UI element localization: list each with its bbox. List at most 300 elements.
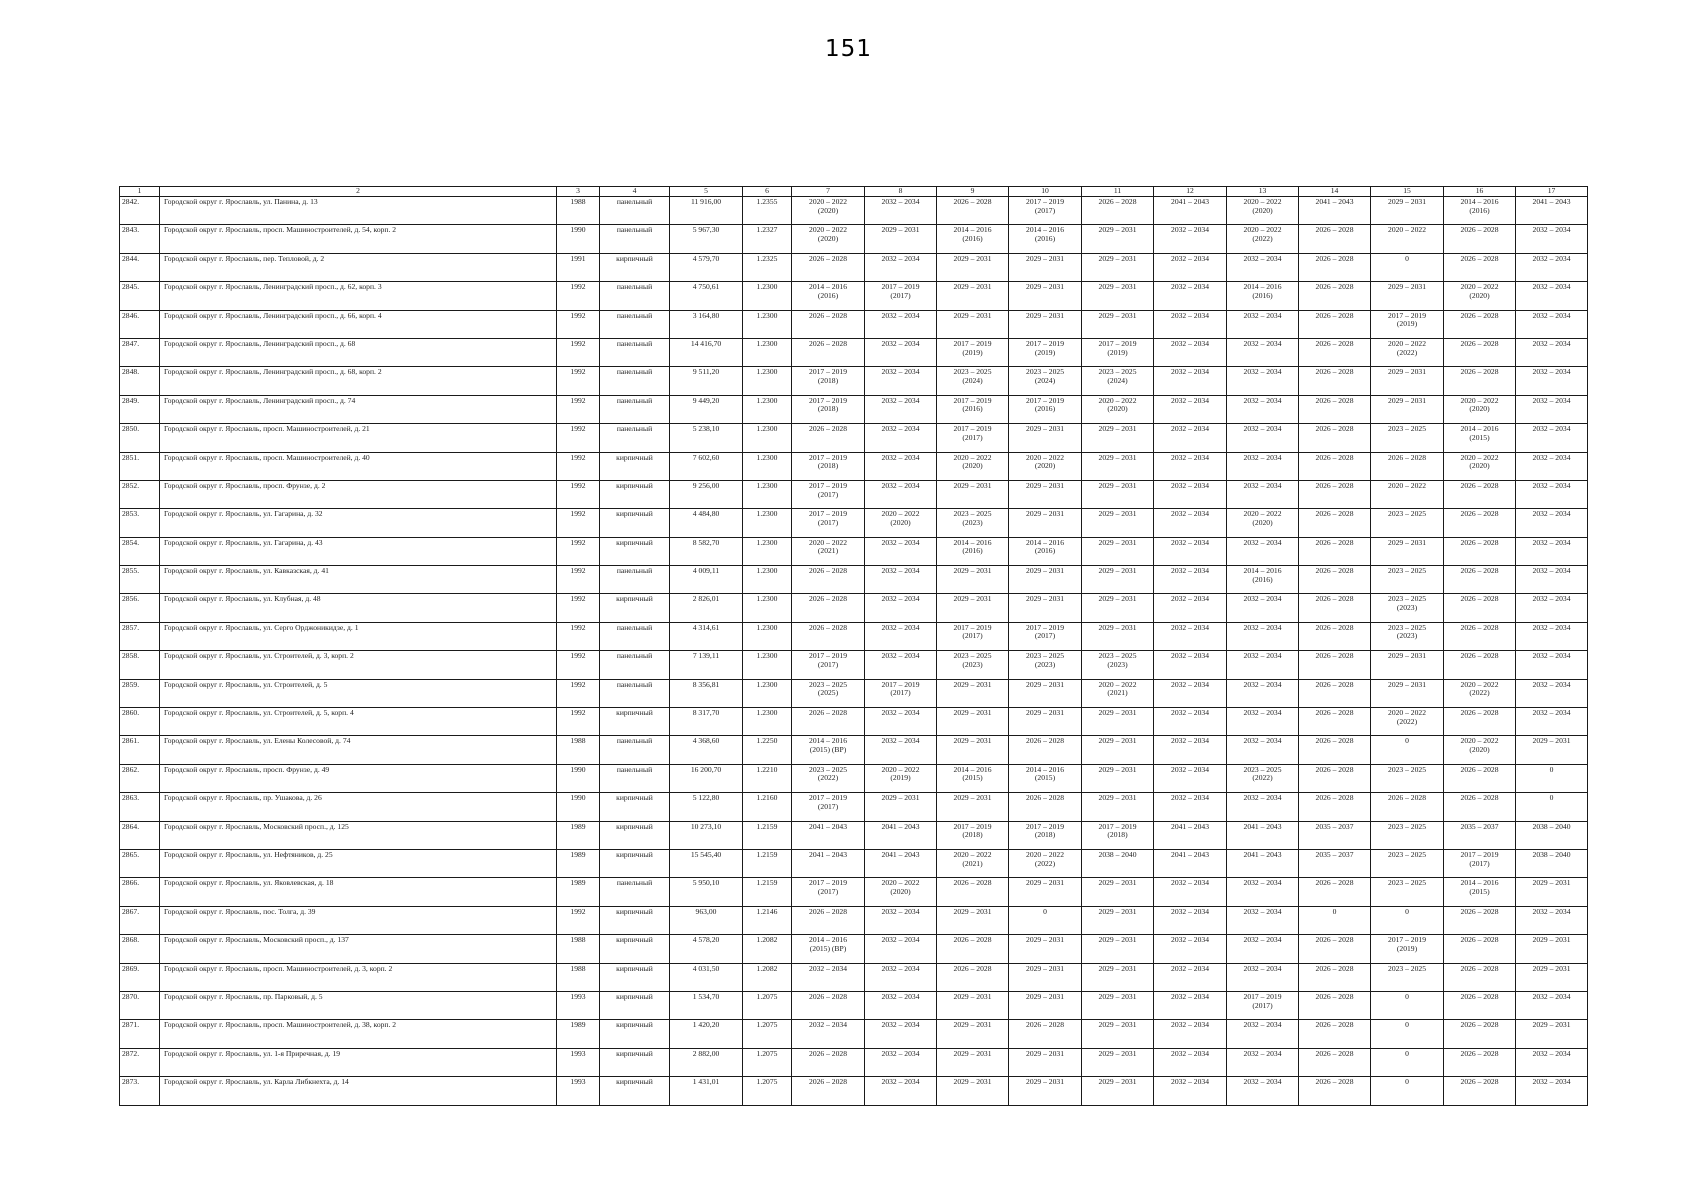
coefficient-cell: 1.2159 [743, 849, 792, 877]
table-body [120, 197, 1588, 1106]
year-cell: 1993 [557, 991, 600, 1019]
column-header: 6 [743, 187, 792, 197]
period-cell: 2026 – 2028 [1299, 1020, 1371, 1048]
wall-material-cell: панельный [600, 197, 670, 225]
period-cell: 2032 – 2034 [865, 1020, 937, 1048]
period-range: 2014 – 2016 [809, 736, 847, 746]
coefficient-cell: 1.2300 [743, 622, 792, 650]
period-cell: 2038 – 2040 [1082, 849, 1154, 877]
period-cell: 2029 – 2031 [937, 708, 1009, 736]
period-cell: 2032 – 2034 [1154, 793, 1227, 821]
address-cell: Городской округ г. Ярославль, ул. Панина, д. 13 [160, 197, 557, 225]
wall-material-cell: кирпичный [600, 1020, 670, 1048]
period-cell: 2026 – 2028 [1444, 509, 1516, 537]
period-cell: 2032 – 2034 [865, 1077, 937, 1105]
period-cell [937, 509, 1009, 537]
wall-material-cell: кирпичный [600, 480, 670, 508]
row-number-cell: 2849. [120, 395, 160, 423]
period-range: 2017 – 2019 [1388, 935, 1426, 945]
period-range: 2014 – 2016 [953, 537, 992, 547]
area-cell: 9 449,20 [670, 395, 743, 423]
period-cell: 2026 – 2028 [792, 338, 865, 366]
period-range: 2017 – 2019 [1388, 310, 1426, 320]
address-cell: Городской округ г. Ярославль, ул. Карла Либкнехта, д. 14 [160, 1077, 557, 1105]
period-cell: 2032 – 2034 [1227, 253, 1299, 281]
year-cell: 1988 [557, 736, 600, 764]
period-actual-year: (2023) [1396, 603, 1418, 613]
wall-material-cell: кирпичный [600, 1077, 670, 1105]
period-cell: 2026 – 2028 [1444, 622, 1516, 650]
table-row [120, 1048, 1588, 1076]
wall-material-cell: кирпичный [600, 452, 670, 480]
period-cell: 2032 – 2034 [1154, 253, 1227, 281]
table-row [120, 537, 1588, 565]
period-cell: 2029 – 2031 [1516, 878, 1588, 906]
wall-material-cell: кирпичный [600, 253, 670, 281]
year-cell: 1992 [557, 282, 600, 310]
period-cell: 2026 – 2028 [1444, 793, 1516, 821]
period-cell [792, 764, 865, 792]
coefficient-cell: 1.2300 [743, 338, 792, 366]
row-number-cell: 2873. [120, 1077, 160, 1105]
year-cell: 1992 [557, 338, 600, 366]
wall-material-cell: кирпичный [600, 594, 670, 622]
period-range: 2017 – 2019 [953, 338, 992, 348]
period-range: 2014 – 2016 [953, 225, 992, 235]
period-cell: 2026 – 2028 [1299, 963, 1371, 991]
period-cell: 2029 – 2031 [865, 793, 937, 821]
period-cell: 2026 – 2028 [1299, 622, 1371, 650]
period-cell: 2029 – 2031 [1009, 253, 1082, 281]
period-cell: 2032 – 2034 [1154, 537, 1227, 565]
period-actual-year: (2015) (ВР) [809, 745, 847, 755]
period-cell: 2029 – 2031 [1082, 736, 1154, 764]
coefficient-cell: 1.2300 [743, 424, 792, 452]
period-actual-year: (2016) [817, 290, 839, 300]
period-range: 2020 – 2022 [1243, 225, 1282, 235]
period-cell: 2041 – 2043 [1154, 821, 1227, 849]
area-cell: 8 582,70 [670, 537, 743, 565]
period-actual-year: (2023) [1034, 659, 1056, 669]
area-cell: 4 031,50 [670, 963, 743, 991]
period-cell: 2029 – 2031 [1371, 282, 1444, 310]
period-actual-year: (2021) [962, 858, 983, 868]
table-row [120, 991, 1588, 1019]
area-cell: 5 238,10 [670, 424, 743, 452]
column-header: 12 [1154, 187, 1227, 197]
period-cell: 2023 – 2025 [1371, 509, 1444, 537]
period-cell: 2032 – 2034 [865, 338, 937, 366]
column-header: 16 [1444, 187, 1516, 197]
area-cell: 5 950,10 [670, 878, 743, 906]
period-actual-year: (2021) [817, 546, 839, 556]
period-range: 2020 – 2022 [1243, 197, 1282, 206]
period-cell: 2026 – 2028 [1299, 537, 1371, 565]
period-cell [1082, 367, 1154, 395]
year-cell: 1988 [557, 963, 600, 991]
period-actual-year: (2022) [1396, 347, 1418, 357]
period-cell [1444, 878, 1516, 906]
period-cell: 2035 – 2037 [1299, 821, 1371, 849]
period-cell: 2032 – 2034 [865, 424, 937, 452]
area-cell: 4 009,11 [670, 566, 743, 594]
period-cell: 2032 – 2034 [1516, 679, 1588, 707]
period-actual-year: (2022) [1396, 716, 1418, 726]
period-actual-year: (2020) [1469, 745, 1490, 755]
period-cell: 0 [1371, 1077, 1444, 1105]
period-cell: 2029 – 2031 [1009, 1077, 1082, 1105]
period-cell: 2032 – 2034 [1516, 509, 1588, 537]
period-cell: 2032 – 2034 [1516, 906, 1588, 934]
period-cell: 2032 – 2034 [1154, 225, 1227, 253]
coefficient-cell: 1.2146 [743, 906, 792, 934]
period-cell: 2032 – 2034 [1516, 622, 1588, 650]
period-cell: 2032 – 2034 [1227, 651, 1299, 679]
period-cell [1009, 651, 1082, 679]
coefficient-cell: 1.2210 [743, 764, 792, 792]
period-cell: 2032 – 2034 [1227, 963, 1299, 991]
period-actual-year: (2022) [1034, 858, 1056, 868]
period-cell: 2026 – 2028 [1299, 935, 1371, 963]
coefficient-cell: 1.2300 [743, 537, 792, 565]
period-cell: 2026 – 2028 [792, 1077, 865, 1105]
area-cell: 2 882,00 [670, 1048, 743, 1076]
period-cell: 2029 – 2031 [1082, 225, 1154, 253]
period-range: 2020 – 2022 [809, 197, 847, 206]
period-cell: 2032 – 2034 [865, 622, 937, 650]
period-cell: 2032 – 2034 [1154, 367, 1227, 395]
period-range: 2017 – 2019 [809, 509, 847, 519]
period-range: 2020 – 2022 [1026, 452, 1064, 462]
period-cell: 2023 – 2025 [1371, 424, 1444, 452]
period-cell [792, 679, 865, 707]
period-cell: 2026 – 2028 [1444, 338, 1516, 366]
period-actual-year: (2024) [962, 375, 983, 385]
period-cell: 2032 – 2034 [1227, 679, 1299, 707]
wall-material-cell: панельный [600, 310, 670, 338]
period-cell [937, 821, 1009, 849]
period-cell: 2029 – 2031 [937, 253, 1009, 281]
period-cell: 2032 – 2034 [1154, 338, 1227, 366]
column-header: 1 [120, 187, 160, 197]
area-cell: 8 317,70 [670, 708, 743, 736]
period-cell [865, 509, 937, 537]
address-cell: Городской округ г. Ярославль, просп. Фрунзе, д. 49 [160, 764, 557, 792]
year-cell: 1993 [557, 1077, 600, 1105]
period-actual-year: (2018) [1107, 830, 1128, 840]
period-range: 2014 – 2016 [1243, 566, 1282, 576]
address-cell: Городской округ г. Ярославль, Ленинградский просп., д. 66, корп. 4 [160, 310, 557, 338]
year-cell: 1990 [557, 764, 600, 792]
table-row [120, 197, 1588, 225]
period-actual-year: (2019) [890, 773, 911, 783]
period-actual-year: (2015) [1469, 432, 1490, 442]
table-row [120, 651, 1588, 679]
period-cell [937, 452, 1009, 480]
period-cell: 2029 – 2031 [1371, 367, 1444, 395]
period-cell: 2026 – 2028 [1371, 452, 1444, 480]
area-cell: 1 420,20 [670, 1020, 743, 1048]
period-actual-year: (2025) [817, 688, 839, 698]
period-cell: 2026 – 2028 [1444, 480, 1516, 508]
period-actual-year: (2015) (ВР) [809, 943, 847, 953]
row-number-cell: 2863. [120, 793, 160, 821]
period-cell [1009, 395, 1082, 423]
period-range: 2017 – 2019 [809, 452, 847, 462]
period-cell: 2032 – 2034 [792, 1020, 865, 1048]
period-actual-year: (2017) [817, 489, 839, 499]
period-cell: 2038 – 2040 [1516, 849, 1588, 877]
table-row [120, 310, 1588, 338]
period-cell: 2029 – 2031 [1009, 480, 1082, 508]
year-cell: 1992 [557, 708, 600, 736]
period-cell: 2029 – 2031 [937, 480, 1009, 508]
period-range: 2023 – 2025 [1026, 651, 1064, 661]
period-range: 2017 – 2019 [1098, 338, 1137, 348]
period-cell [1444, 424, 1516, 452]
period-range: 2020 – 2022 [1460, 679, 1499, 689]
period-cell: 2029 – 2031 [1371, 395, 1444, 423]
table-row [120, 566, 1588, 594]
coefficient-cell: 1.2355 [743, 197, 792, 225]
period-cell: 2029 – 2031 [1082, 622, 1154, 650]
address-cell: Городской округ г. Ярославль, ул. Гагарина, д. 32 [160, 509, 557, 537]
year-cell: 1990 [557, 793, 600, 821]
period-cell: 2029 – 2031 [1371, 197, 1444, 225]
period-cell: 2029 – 2031 [1082, 509, 1154, 537]
period-cell: 2026 – 2028 [792, 253, 865, 281]
period-cell: 2026 – 2028 [937, 878, 1009, 906]
period-cell: 2032 – 2034 [1154, 963, 1227, 991]
period-cell: 2029 – 2031 [937, 906, 1009, 934]
period-cell: 2032 – 2034 [1227, 594, 1299, 622]
address-cell: Городской округ г. Ярославль, просп. Машиностроителей, д. 40 [160, 452, 557, 480]
row-number-cell: 2857. [120, 622, 160, 650]
period-cell: 2029 – 2031 [1082, 1020, 1154, 1048]
period-cell [792, 509, 865, 537]
period-cell [792, 197, 865, 225]
period-cell [1371, 708, 1444, 736]
period-actual-year: (2019) [1107, 347, 1128, 357]
table-row [120, 679, 1588, 707]
period-cell: 2026 – 2028 [1444, 1077, 1516, 1105]
period-range: 2014 – 2016 [809, 282, 847, 292]
period-actual-year: (2017) [1034, 205, 1056, 215]
period-cell [865, 878, 937, 906]
period-cell: 2029 – 2031 [1082, 424, 1154, 452]
row-number-cell: 2872. [120, 1048, 160, 1076]
period-cell: 2026 – 2028 [1082, 197, 1154, 225]
period-actual-year: (2023) [1107, 659, 1128, 669]
period-cell: 2026 – 2028 [792, 1048, 865, 1076]
year-cell: 1991 [557, 253, 600, 281]
column-header: 10 [1009, 187, 1082, 197]
area-cell: 4 368,60 [670, 736, 743, 764]
address-cell: Городской округ г. Ярославль, Ленинградский просп., д. 62, корп. 3 [160, 282, 557, 310]
period-range: 2014 – 2016 [1460, 878, 1499, 888]
period-range: 2017 – 2019 [1026, 395, 1064, 405]
year-cell: 1990 [557, 225, 600, 253]
table-row [120, 225, 1588, 253]
row-number-cell: 2846. [120, 310, 160, 338]
table-row [120, 878, 1588, 906]
year-cell: 1992 [557, 594, 600, 622]
period-range: 2017 – 2019 [1026, 338, 1064, 348]
period-cell [937, 651, 1009, 679]
period-cell: 2026 – 2028 [1444, 651, 1516, 679]
period-cell: 2029 – 2031 [1009, 935, 1082, 963]
period-cell: 2026 – 2028 [1444, 253, 1516, 281]
address-cell: Городской округ г. Ярославль, пр. Ушакова, д. 26 [160, 793, 557, 821]
coefficient-cell: 1.2327 [743, 225, 792, 253]
period-cell: 2029 – 2031 [1082, 480, 1154, 508]
period-cell: 2032 – 2034 [1154, 282, 1227, 310]
period-cell: 2023 – 2025 [1371, 963, 1444, 991]
row-number-cell: 2848. [120, 367, 160, 395]
period-range: 2017 – 2019 [881, 282, 920, 292]
period-actual-year: (2017) [1034, 631, 1056, 641]
table-row [120, 935, 1588, 963]
period-cell: 2032 – 2034 [865, 537, 937, 565]
row-number-cell: 2868. [120, 935, 160, 963]
row-number-cell: 2842. [120, 197, 160, 225]
period-cell: 2026 – 2028 [1299, 764, 1371, 792]
period-cell [1009, 622, 1082, 650]
period-range: 2020 – 2022 [1460, 452, 1499, 462]
period-cell: 2032 – 2034 [1516, 367, 1588, 395]
coefficient-cell: 1.2300 [743, 708, 792, 736]
period-cell: 2032 – 2034 [865, 566, 937, 594]
address-cell: Городской округ г. Ярославль, просп. Машиностроителей, д. 21 [160, 424, 557, 452]
period-cell [1009, 849, 1082, 877]
period-cell: 2026 – 2028 [1444, 566, 1516, 594]
table-row [120, 452, 1588, 480]
period-cell: 2032 – 2034 [1154, 651, 1227, 679]
wall-material-cell: панельный [600, 566, 670, 594]
period-cell: 2032 – 2034 [865, 480, 937, 508]
period-range: 2023 – 2025 [1098, 367, 1137, 377]
period-cell [1444, 849, 1516, 877]
period-range: 2023 – 2025 [1243, 764, 1282, 774]
wall-material-cell: панельный [600, 424, 670, 452]
period-cell: 2026 – 2028 [1444, 367, 1516, 395]
period-actual-year: (2023) [1396, 631, 1418, 641]
wall-material-cell: панельный [600, 651, 670, 679]
period-cell: 2032 – 2034 [1516, 253, 1588, 281]
row-number-cell: 2864. [120, 821, 160, 849]
year-cell: 1992 [557, 367, 600, 395]
period-cell [1227, 225, 1299, 253]
coefficient-cell: 1.2300 [743, 452, 792, 480]
period-cell: 2032 – 2034 [1516, 1077, 1588, 1105]
period-cell: 2032 – 2034 [1227, 793, 1299, 821]
period-range: 2023 – 2025 [953, 651, 992, 661]
period-cell: 2032 – 2034 [1227, 395, 1299, 423]
period-cell: 0 [1371, 906, 1444, 934]
period-cell: 2032 – 2034 [1227, 935, 1299, 963]
period-actual-year: (2021) [1107, 688, 1128, 698]
period-cell: 2026 – 2028 [1444, 906, 1516, 934]
period-cell: 2026 – 2028 [792, 310, 865, 338]
period-cell: 2026 – 2028 [1299, 708, 1371, 736]
coefficient-cell: 1.2325 [743, 253, 792, 281]
coefficient-cell: 1.2082 [743, 963, 792, 991]
period-cell: 2032 – 2034 [865, 708, 937, 736]
period-cell: 0 [1371, 1048, 1444, 1076]
year-cell: 1988 [557, 197, 600, 225]
table-row [120, 849, 1588, 877]
wall-material-cell: кирпичный [600, 935, 670, 963]
wall-material-cell: панельный [600, 679, 670, 707]
period-actual-year: (2020) [962, 461, 983, 471]
period-cell: 2032 – 2034 [865, 253, 937, 281]
period-cell: 2026 – 2028 [792, 424, 865, 452]
period-cell: 2032 – 2034 [1227, 367, 1299, 395]
period-actual-year: (2020) [817, 205, 839, 215]
year-cell: 1992 [557, 537, 600, 565]
period-range: 2014 – 2016 [809, 935, 847, 945]
period-cell: 2029 – 2031 [1082, 793, 1154, 821]
period-range: 2017 – 2019 [1026, 821, 1064, 831]
period-cell [1009, 452, 1082, 480]
row-number-cell: 2858. [120, 651, 160, 679]
address-cell: Городской округ г. Ярославль, ул. Кавказская, д. 41 [160, 566, 557, 594]
year-cell: 1989 [557, 1020, 600, 1048]
period-cell: 2032 – 2034 [865, 963, 937, 991]
area-cell: 4 579,70 [670, 253, 743, 281]
period-cell [865, 282, 937, 310]
period-cell: 2026 – 2028 [1299, 736, 1371, 764]
period-cell: 2029 – 2031 [1009, 566, 1082, 594]
area-cell: 5 967,30 [670, 225, 743, 253]
page-number: 151 [825, 36, 872, 62]
period-cell [937, 367, 1009, 395]
wall-material-cell: кирпичный [600, 963, 670, 991]
table-row [120, 1020, 1588, 1048]
wall-material-cell: кирпичный [600, 906, 670, 934]
period-cell: 2026 – 2028 [1009, 793, 1082, 821]
period-cell: 2032 – 2034 [1227, 708, 1299, 736]
row-number-cell: 2852. [120, 480, 160, 508]
period-cell: 2032 – 2034 [1516, 310, 1588, 338]
table-row [120, 793, 1588, 821]
period-cell: 2026 – 2028 [1299, 1048, 1371, 1076]
period-cell: 2035 – 2037 [1299, 849, 1371, 877]
period-actual-year: (2018) [962, 830, 983, 840]
period-cell: 2032 – 2034 [1516, 708, 1588, 736]
coefficient-cell: 1.2300 [743, 509, 792, 537]
area-cell: 4 578,20 [670, 935, 743, 963]
period-cell [1444, 452, 1516, 480]
period-cell: 2041 – 2043 [792, 849, 865, 877]
period-cell [1371, 310, 1444, 338]
period-cell: 2029 – 2031 [1009, 1048, 1082, 1076]
row-number-cell: 2851. [120, 452, 160, 480]
area-cell: 1 431,01 [670, 1077, 743, 1105]
address-cell: Городской округ г. Ярославль, ул. Серго Орджоникидзе, д. 1 [160, 622, 557, 650]
period-cell: 2023 – 2025 [1371, 764, 1444, 792]
period-actual-year: (2022) [1252, 233, 1273, 243]
period-cell [792, 480, 865, 508]
period-range: 2014 – 2016 [1026, 537, 1064, 547]
period-cell: 2029 – 2031 [1009, 679, 1082, 707]
row-number-cell: 2860. [120, 708, 160, 736]
period-range: 2020 – 2022 [953, 452, 992, 462]
period-actual-year: (2023) [962, 517, 983, 527]
address-cell: Городской округ г. Ярославль, ул. Нефтяников, д. 25 [160, 849, 557, 877]
period-cell [937, 849, 1009, 877]
period-actual-year: (2020) [1469, 290, 1490, 300]
